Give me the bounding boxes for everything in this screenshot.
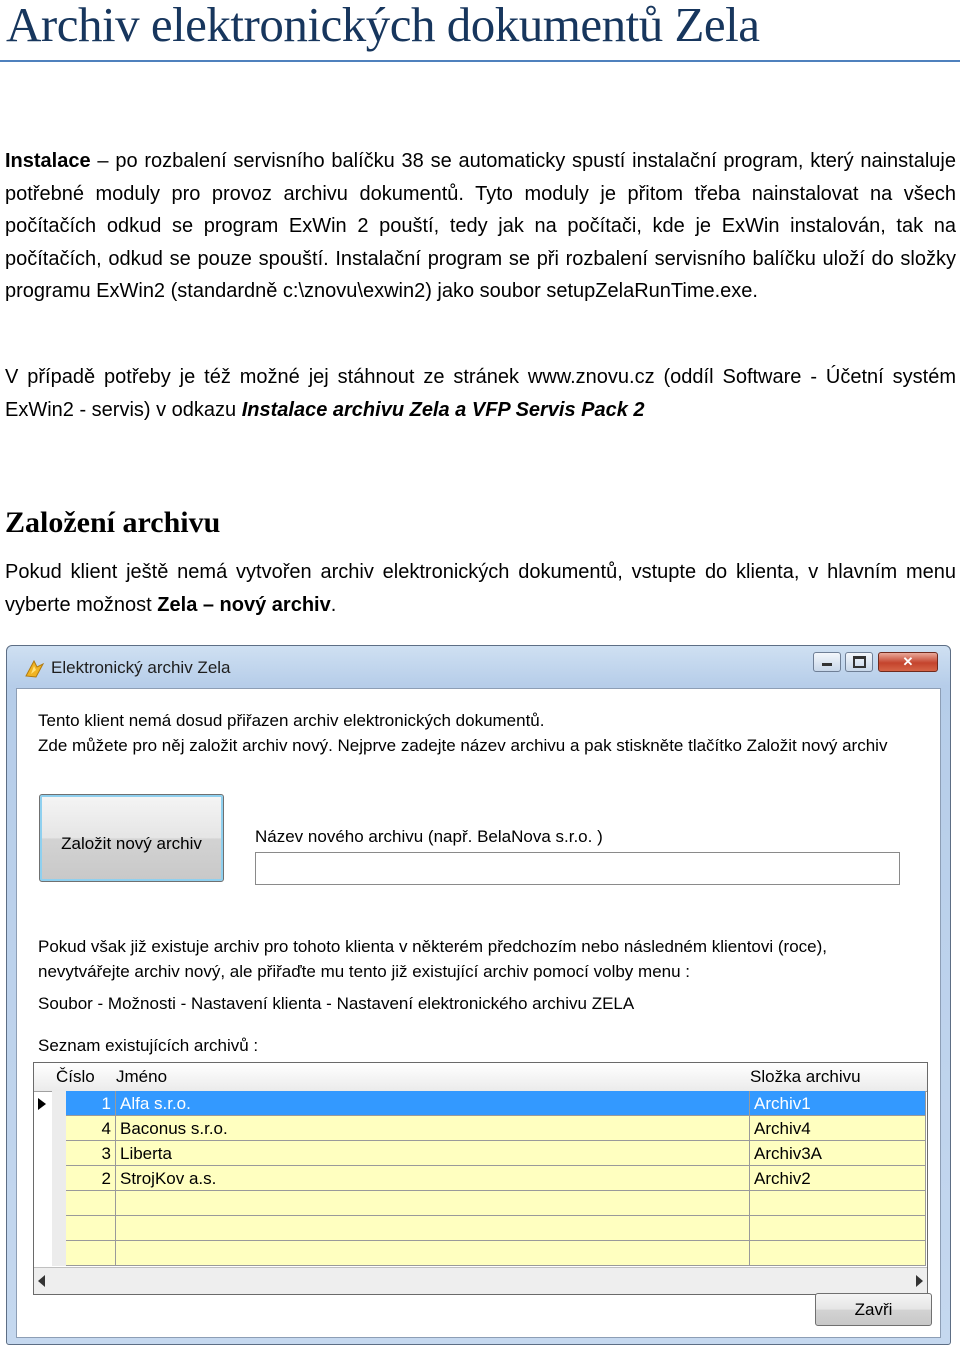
column-header-name[interactable]: Jméno: [116, 1067, 168, 1086]
cell-folder[interactable]: Archiv4: [750, 1116, 926, 1141]
cell-number[interactable]: [66, 1241, 116, 1266]
maximize-icon: [853, 656, 866, 668]
title-rule: [0, 60, 960, 62]
cell-folder[interactable]: [750, 1216, 926, 1241]
archive-grid[interactable]: [33, 1062, 928, 1295]
minimize-icon: [822, 663, 832, 666]
close-window-button[interactable]: [878, 652, 938, 672]
create-text: Pokud klient ještě nemá vytvořen archiv elektronických dokumentů, vstupte do klienta, v hlavním menu vyberte možnost: [5, 561, 956, 616]
create-end: .: [330, 593, 337, 616]
archive-name-input[interactable]: [255, 852, 900, 885]
cell-number[interactable]: [66, 1216, 116, 1241]
section-heading: Založení archivu: [5, 506, 221, 539]
cell-folder[interactable]: Archiv1: [750, 1091, 926, 1116]
page-title: Archiv elektronických dokumentů Zela: [6, 0, 760, 52]
cell-number[interactable]: 3: [66, 1141, 116, 1166]
dialog-client-area: [16, 688, 941, 1338]
intro-line-2: Zde můžete pro něj založit archiv nový. Nejprve zadejte název archivu a pak stiskněte tlačítko Založit nový archiv: [38, 736, 888, 755]
dialog-titlebar[interactable]: [7, 646, 950, 688]
install-term: Instalace: [5, 150, 91, 172]
maximize-button[interactable]: [845, 652, 873, 672]
cell-name[interactable]: [116, 1241, 750, 1266]
archive-name-label: Název nového archivu (např. BelaNova s.r.o. ): [255, 827, 603, 846]
current-row-indicator-icon: [38, 1098, 46, 1110]
scroll-right-icon[interactable]: [916, 1275, 923, 1287]
archive-list-label: Seznam existujících archivů :: [38, 1036, 259, 1055]
cell-name[interactable]: [116, 1216, 750, 1241]
create-paragraph: [5, 556, 956, 621]
table-row[interactable]: [34, 1191, 927, 1217]
cell-folder[interactable]: Archiv2: [750, 1166, 926, 1191]
cell-number[interactable]: 4: [66, 1116, 116, 1141]
row-selector[interactable]: [52, 1116, 67, 1141]
table-row[interactable]: [34, 1141, 927, 1167]
download-paragraph: [5, 361, 956, 426]
grid-header: [34, 1063, 927, 1092]
cell-folder[interactable]: [750, 1191, 926, 1216]
existing-line-1: Pokud však již existuje archiv pro tohoto klienta v některém předchozím nebo následném klientovi (roce),: [38, 937, 827, 956]
scroll-left-icon[interactable]: [38, 1275, 45, 1287]
horizontal-scrollbar[interactable]: [34, 1267, 927, 1294]
cell-number[interactable]: [66, 1191, 116, 1216]
install-dash: –: [90, 150, 116, 172]
close-icon: ✕: [902, 654, 914, 669]
existing-line-3: Soubor - Možnosti - Nastavení klienta - Nastavení elektronického archivu ZELA: [38, 994, 635, 1013]
download-link[interactable]: Instalace archivu Zela a VFP Servis Pack 2: [241, 398, 645, 421]
row-selector[interactable]: [52, 1141, 67, 1166]
cell-folder[interactable]: [750, 1241, 926, 1266]
intro-line-1: Tento klient nemá dosud přiřazen archiv elektronických dokumentů.: [38, 711, 545, 730]
dialog-title: Elektronický archiv Zela: [51, 658, 231, 677]
cell-number[interactable]: 2: [66, 1166, 116, 1191]
create-archive-button[interactable]: Založit nový archiv: [39, 794, 224, 882]
archive-dialog: [6, 645, 951, 1345]
table-row[interactable]: [34, 1216, 927, 1242]
row-selector[interactable]: [52, 1191, 67, 1216]
row-selector[interactable]: [52, 1091, 67, 1116]
column-header-folder[interactable]: Složka archivu: [750, 1067, 861, 1086]
cell-name[interactable]: Alfa s.r.o.: [116, 1091, 750, 1116]
table-row[interactable]: [34, 1116, 927, 1142]
row-selector[interactable]: [52, 1166, 67, 1191]
cell-name[interactable]: Baconus s.r.o.: [116, 1116, 750, 1141]
menu-path: Zela – nový archiv: [157, 593, 331, 616]
row-selector[interactable]: [52, 1216, 67, 1241]
row-selector[interactable]: [52, 1241, 67, 1266]
install-text: po rozbalení servisního balíčku 38 se automaticky spustí instalační program, který nainstaluje potřebné moduly pro provoz archivu dokumentů. Tyto moduly je přitom třeba nainstalovat na všech počítačích odkud se program ExWin 2 pouští, tedy jak na počítači, kde je ExWin instalován, tak na počítačích, odkud se pouze spouští. Instalační program se při rozbalení servisního balíčku uloží do složky programu ExWin2 (standardně c:\znovu\exwin2) jako soubor setupZelaRunTime.exe.: [5, 150, 956, 302]
column-header-number[interactable]: Číslo: [56, 1067, 95, 1086]
table-row[interactable]: [34, 1241, 927, 1267]
cell-folder[interactable]: Archiv3A: [750, 1141, 926, 1166]
cell-name[interactable]: Liberta: [116, 1141, 750, 1166]
cell-number[interactable]: 1: [66, 1091, 116, 1116]
install-paragraph: [5, 145, 956, 308]
cell-name[interactable]: [116, 1191, 750, 1216]
existing-line-2: nevytvářejte archiv nový, ale přiřaďte mu tento již existující archiv pomocí volby menu :: [38, 962, 691, 981]
table-row[interactable]: [34, 1091, 927, 1117]
grid-body: [34, 1091, 927, 1269]
table-row[interactable]: [34, 1166, 927, 1192]
close-dialog-button[interactable]: Zavři: [815, 1293, 932, 1326]
download-text: V případě potřeby je též možné jej stáhnout ze stránek www.znovu.cz (oddíl Software - Účetní systém ExWin2 - servis) v odkazu: [5, 366, 956, 421]
zela-app-icon: [23, 658, 45, 680]
cell-name[interactable]: StrojKov a.s.: [116, 1166, 750, 1191]
minimize-button[interactable]: [813, 652, 841, 672]
